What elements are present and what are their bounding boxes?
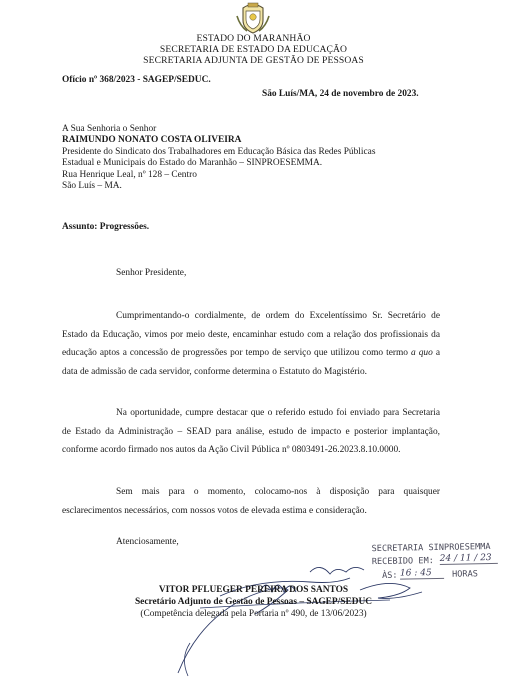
body-paragraph-3 (62, 483, 440, 520)
header-secretariat: SECRETARIA DE ESTADO DA EDUCAÇÃO (159, 44, 348, 55)
signatory-delegation: (Competência delegada pela Portaria nº 490, de 13/06/2023) (140, 609, 367, 619)
stamp-at-label: ÀS: (381, 570, 398, 581)
document-reference: Ofício nº 368/2023 - SAGEP/SEDUC. (62, 75, 211, 85)
recipient-salutation: A Sua Senhoria o Senhor (62, 124, 157, 134)
closing: Atenciosamente, (116, 537, 179, 547)
body-paragraph-2 (62, 404, 440, 460)
body-paragraph-1 (62, 307, 440, 381)
header-adjunct-secretariat: SECRETARIA ADJUNTA DE GESTÃO DE PESSOAS (143, 55, 364, 66)
body-paragraph-1-text: Cumprimentando-o cordialmente, de ordem do Excelentíssimo Sr. Secretário de Estado da Educação, vimos por meio deste, encaminhar estudo com a relação dos profissionais da educação aptos a concessão de progressões por tempo de serviço que utilizou como termo (62, 311, 440, 359)
body-paragraph-1-italic: a quo (411, 348, 433, 359)
body-paragraph-2-text: Na oportunidade, cumpre destacar que o referido estudo foi enviado para Secretaria de Estado da Administração – SEAD para análise, estudo de impacto e posterior implantação, conforme acordo firmado nos autos da Ação Civil Pública nº 0803491-26.2023.8.10.0000. (62, 408, 440, 456)
document-date: São Luís/MA, 24 de novembro de 2023. (262, 89, 419, 99)
recipient-city: São Luís – MA. (62, 181, 122, 191)
stamp-received-label: RECEBIDO EM: (371, 556, 434, 568)
body-paragraph-3-text: Sem mais para o momento, colocamo-nos à disposição para quaisquer esclarecimentos necessários, com nossos votos de elevada estima e consideração. (62, 487, 440, 516)
body-paragraph-1-tail: a data de admissão de cada servidor, conforme determina o Estatuto do Magistério. (62, 348, 440, 377)
state-crest-icon (235, 2, 271, 34)
subject-line: Assunto: Progressões. (62, 222, 150, 232)
signatory-title: Secretário Adjunto de Gestão de Pessoas – SAGEP/SEDUC (134, 597, 373, 607)
recipient-name: RAIMUNDO NONATO COSTA OLIVEIRA (62, 135, 242, 145)
stamp-received-date: 24 / 11 / 23 (440, 553, 498, 565)
stamp-hours-label: HORAS (451, 569, 478, 580)
greeting: Senhor Presidente, (116, 268, 187, 278)
header-state: ESTADO DO MARANHÃO (196, 33, 311, 44)
stamp-time: 16 : 45 (400, 568, 444, 580)
recipient-role-line2: Estadual e Municipais do Estado do Maranhão – SINPROESEMMA. (62, 158, 323, 168)
stamp-org: SECRETARIA SINPROESEMMA (371, 542, 491, 555)
signatory-name: VITOR PFLUEGER PEREIRA DOS SANTOS (158, 585, 349, 595)
recipient-role-line1: Presidente do Sindicato dos Trabalhadores em Educação Básica das Redes Públicas (62, 147, 376, 157)
recipient-address: Rua Henrique Leal, nº 128 – Centro (62, 170, 197, 180)
